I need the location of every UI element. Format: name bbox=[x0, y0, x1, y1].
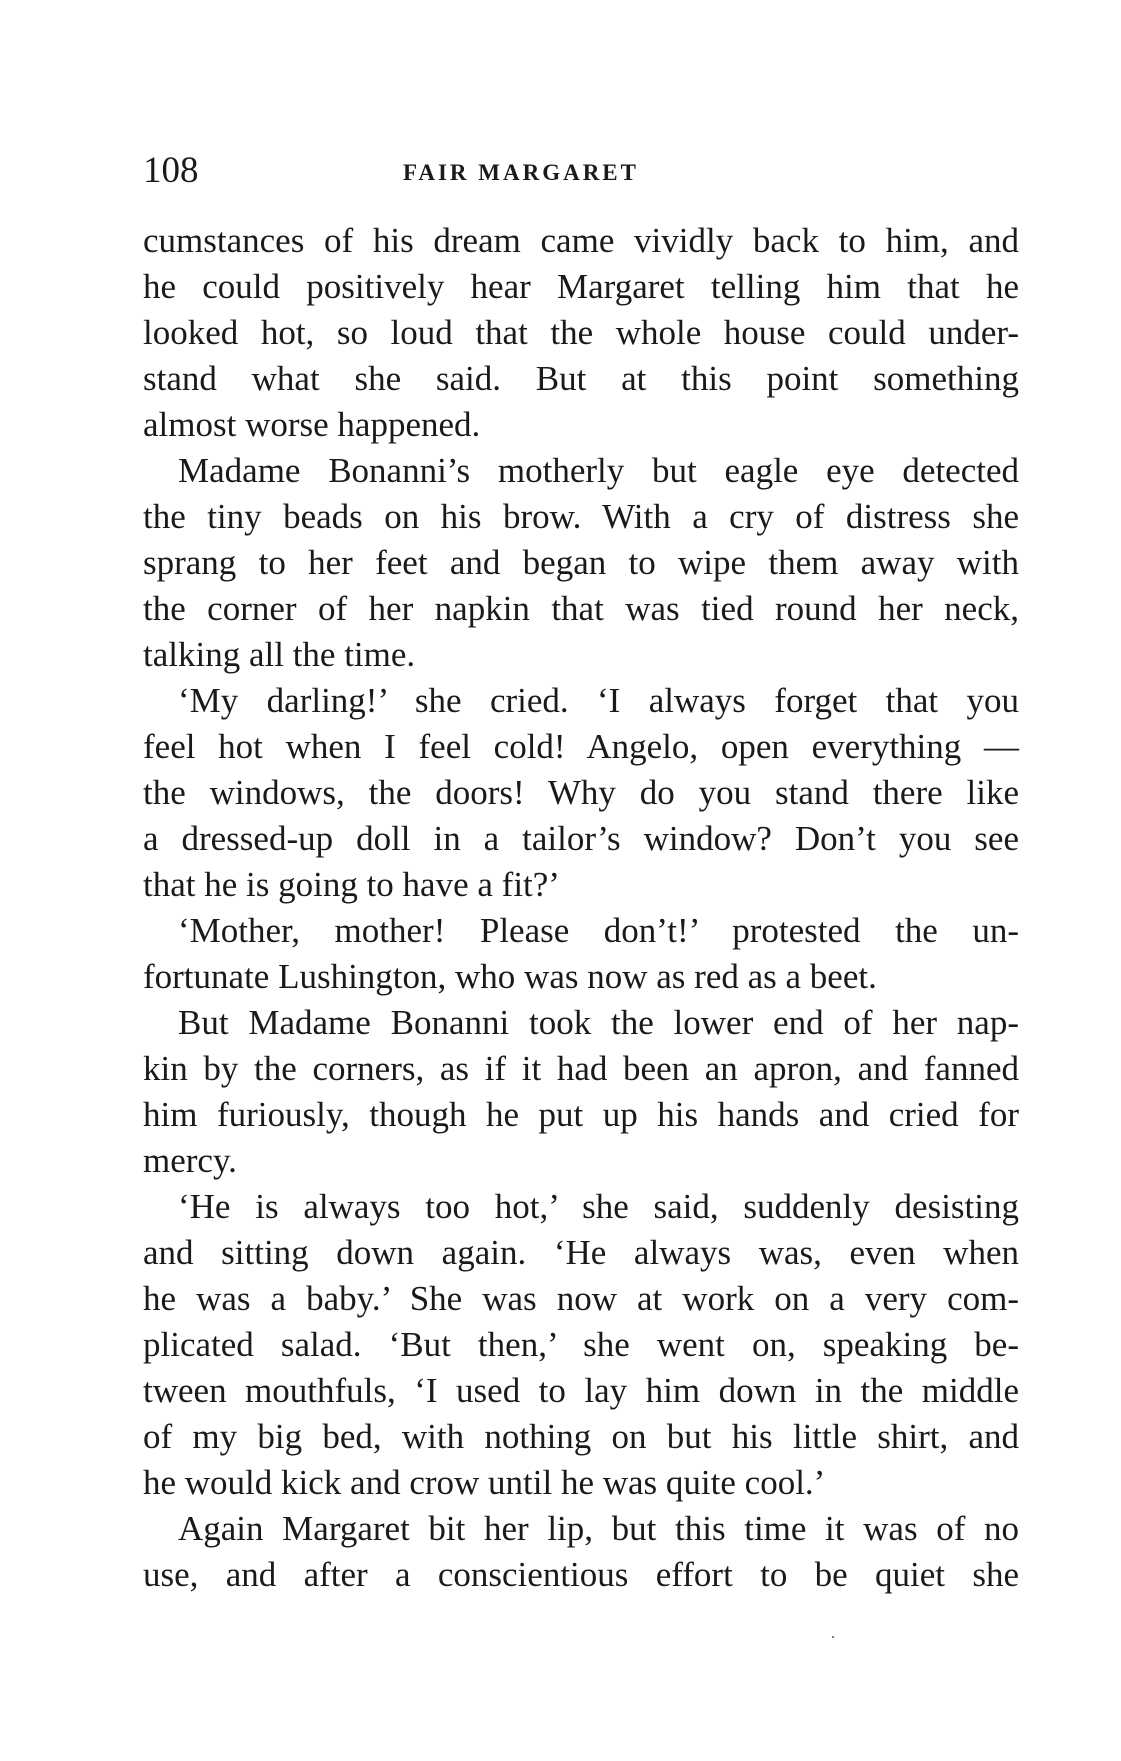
running-head bbox=[143, 146, 1019, 196]
text-line: of my big bed, with nothing on but his little shirt, and bbox=[143, 1417, 1019, 1456]
text-line: But Madame Bonanni took the lower end of her nap- bbox=[178, 1003, 1019, 1042]
text-line: the tiny beads on his brow. With a cry of distress she bbox=[143, 497, 1019, 536]
text-line: use, and after a conscientious effort to be quiet she bbox=[143, 1555, 1019, 1594]
text-line: kin by the corners, as if it had been an apron, and fanned bbox=[143, 1049, 1019, 1088]
page-number: 108 bbox=[143, 150, 199, 191]
text-line: plicated salad. ‘But then,’ she went on, speaking be- bbox=[143, 1325, 1019, 1364]
text-line: fortunate Lushington, who was now as red as a beet. bbox=[143, 957, 877, 996]
text-line: talking all the time. bbox=[143, 635, 416, 674]
paper-speck bbox=[832, 1636, 834, 1638]
text-line: sprang to her feet and began to wipe them away with bbox=[143, 543, 1019, 582]
text-line: ‘My darling!’ she cried. ‘I always forget that you bbox=[178, 681, 1019, 720]
text-line: feel hot when I feel cold! Angelo, open everything — bbox=[143, 727, 1019, 766]
text-line: looked hot, so loud that the whole house could under- bbox=[143, 313, 1019, 352]
text-line: ‘He is always too hot,’ she said, suddenly desisting bbox=[178, 1187, 1019, 1226]
text-line: mercy. bbox=[143, 1141, 237, 1180]
running-title: FAIR MARGARET bbox=[403, 160, 639, 185]
text-line: he was a baby.’ She was now at work on a very com- bbox=[143, 1279, 1019, 1318]
text-line: almost worse happened. bbox=[143, 405, 481, 444]
text-line: Madame Bonanni’s motherly but eagle eye detected bbox=[178, 451, 1019, 490]
text-line: and sitting down again. ‘He always was, even when bbox=[143, 1233, 1019, 1272]
text-line: the windows, the doors! Why do you stand there like bbox=[143, 773, 1019, 812]
text-line: he could positively hear Margaret telling him that he bbox=[143, 267, 1019, 306]
text-line: stand what she said. But at this point something bbox=[143, 359, 1019, 398]
text-line: that he is going to have a fit?’ bbox=[143, 865, 560, 904]
body-text bbox=[143, 218, 1019, 1598]
text-line: the corner of her napkin that was tied round her neck, bbox=[143, 589, 1019, 628]
text-line: Again Margaret bit her lip, but this time it was of no bbox=[178, 1509, 1019, 1548]
text-line: him furiously, though he put up his hands and cried for bbox=[143, 1095, 1019, 1134]
text-line: cumstances of his dream came vividly back to him, and bbox=[143, 221, 1019, 260]
text-line: he would kick and crow until he was quite cool.’ bbox=[143, 1463, 826, 1502]
text-line: ‘Mother, mother! Please don’t!’ protested the un- bbox=[178, 911, 1019, 950]
text-line: tween mouthfuls, ‘I used to lay him down in the middle bbox=[143, 1371, 1019, 1410]
text-line: a dressed-up doll in a tailor’s window? Don’t you see bbox=[143, 819, 1019, 858]
